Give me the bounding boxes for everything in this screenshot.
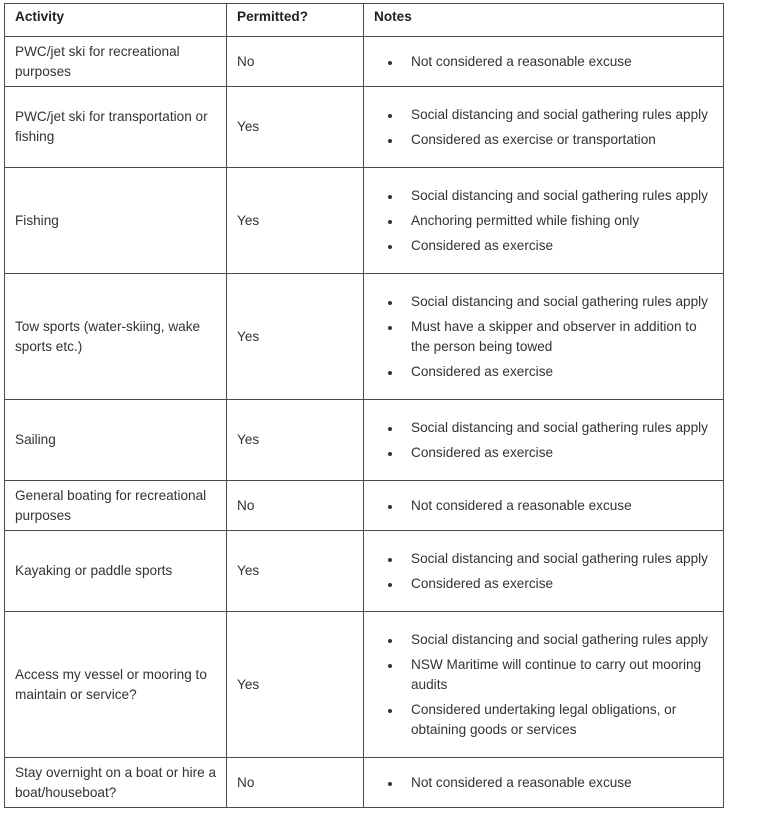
- note-item: Considered as exercise: [386, 443, 715, 463]
- permitted-cell: Yes: [227, 400, 364, 481]
- notes-list: [386, 105, 715, 150]
- table-row: [5, 37, 724, 87]
- activity-cell: PWC/jet ski for recreational purposes: [5, 37, 227, 87]
- table-row: [5, 274, 724, 400]
- notes-list: [386, 549, 715, 594]
- permitted-cell: No: [227, 481, 364, 531]
- header-notes: Notes: [364, 4, 724, 37]
- notes-cell: [364, 531, 724, 612]
- notes-list: [386, 630, 715, 740]
- notes-cell: [364, 758, 724, 808]
- activity-cell: Fishing: [5, 168, 227, 274]
- notes-cell: [364, 481, 724, 531]
- activity-cell: PWC/jet ski for transportation or fishing: [5, 87, 227, 168]
- note-item: Considered undertaking legal obligations, or obtaining goods or services: [386, 700, 715, 740]
- notes-list: [386, 418, 715, 463]
- permitted-cell: No: [227, 37, 364, 87]
- header-activity: Activity: [5, 4, 227, 37]
- activity-cell: Kayaking or paddle sports: [5, 531, 227, 612]
- table-row: [5, 612, 724, 758]
- header-row: [5, 4, 724, 37]
- table-row: [5, 758, 724, 808]
- note-item: NSW Maritime will continue to carry out mooring audits: [386, 655, 715, 695]
- note-item: Considered as exercise or transportation: [386, 130, 715, 150]
- permitted-cell: Yes: [227, 612, 364, 758]
- activity-cell: General boating for recreational purposes: [5, 481, 227, 531]
- notes-list: [386, 496, 715, 516]
- permitted-cell: No: [227, 758, 364, 808]
- table-row: [5, 87, 724, 168]
- note-item: Considered as exercise: [386, 574, 715, 594]
- permitted-cell: Yes: [227, 87, 364, 168]
- activity-cell: Sailing: [5, 400, 227, 481]
- activity-cell: Tow sports (water-skiing, wake sports etc.): [5, 274, 227, 400]
- note-item: Social distancing and social gathering rules apply: [386, 105, 715, 125]
- note-item: Must have a skipper and observer in addition to the person being towed: [386, 317, 715, 357]
- note-item: Not considered a reasonable excuse: [386, 773, 715, 793]
- notes-cell: [364, 612, 724, 758]
- table-row: [5, 481, 724, 531]
- table-row: [5, 400, 724, 481]
- header-permitted: Permitted?: [227, 4, 364, 37]
- note-item: Anchoring permitted while fishing only: [386, 211, 715, 231]
- notes-cell: [364, 37, 724, 87]
- notes-cell: [364, 400, 724, 481]
- notes-list: [386, 773, 715, 793]
- note-item: Social distancing and social gathering rules apply: [386, 186, 715, 206]
- note-item: Social distancing and social gathering rules apply: [386, 292, 715, 312]
- notes-cell: [364, 168, 724, 274]
- note-item: Considered as exercise: [386, 236, 715, 256]
- note-item: Not considered a reasonable excuse: [386, 496, 715, 516]
- notes-list: [386, 186, 715, 256]
- note-item: Social distancing and social gathering rules apply: [386, 418, 715, 438]
- permitted-cell: Yes: [227, 531, 364, 612]
- activity-cell: Stay overnight on a boat or hire a boat/houseboat?: [5, 758, 227, 808]
- note-item: Social distancing and social gathering rules apply: [386, 549, 715, 569]
- notes-cell: [364, 274, 724, 400]
- table-body: [5, 37, 724, 808]
- activity-cell: Access my vessel or mooring to maintain or service?: [5, 612, 227, 758]
- notes-cell: [364, 87, 724, 168]
- notes-list: [386, 292, 715, 382]
- notes-list: [386, 52, 715, 72]
- note-item: Social distancing and social gathering rules apply: [386, 630, 715, 650]
- table-row: [5, 531, 724, 612]
- permitted-cell: Yes: [227, 274, 364, 400]
- table-row: [5, 168, 724, 274]
- permitted-cell: Yes: [227, 168, 364, 274]
- note-item: Considered as exercise: [386, 362, 715, 382]
- activities-table: [4, 3, 724, 808]
- note-item: Not considered a reasonable excuse: [386, 52, 715, 72]
